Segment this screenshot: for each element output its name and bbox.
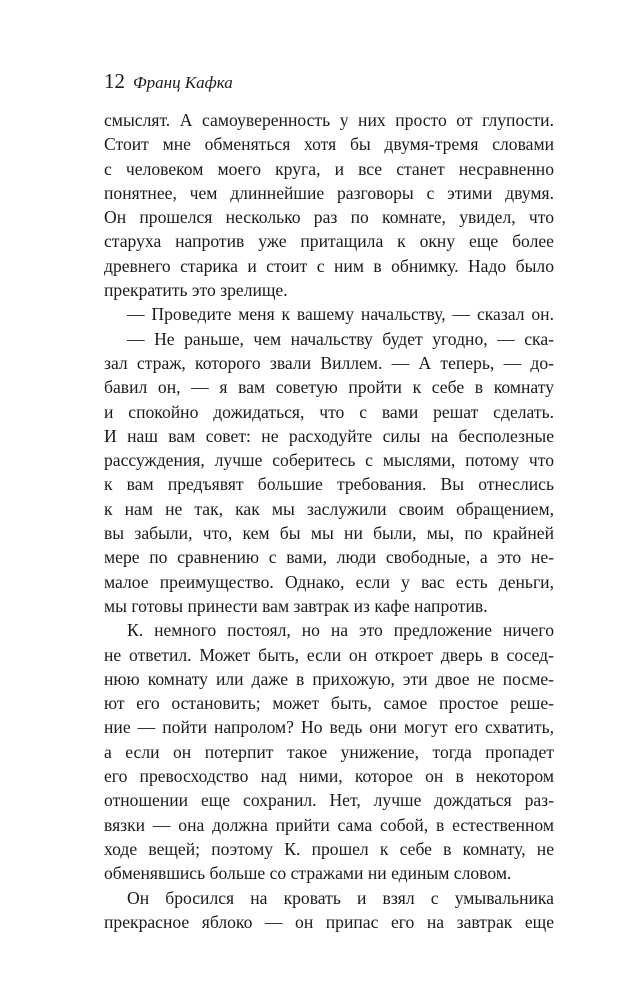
text-line: зал страж, которого звали Виллем. — А теперь, — до- [104,352,554,373]
text-line: прекрасное яблоко — он припас его на завтрак еще [104,911,554,932]
text-line: к нам не так, как мы заслужили своим обращением, [104,498,554,519]
text-line: древнего старика и стоит с ним в обнимку. Надо было [104,255,554,276]
text-line: К. немного постоял, но на это предложение ничего [127,620,554,641]
text-line: не ответил. Может быть, если он откроет дверь в сосед- [104,644,554,665]
text-line: вы забыли, что, кем бы мы ни были, мы, по крайней [104,523,554,544]
text-line: И наш вам совет: не расходуйте силы на бесполезные [104,425,554,446]
text-line: а если он потерпит такое унижение, тогда пропадет [104,741,554,762]
text-line: Он бросился на кровать и взял с умывальника [127,887,554,908]
body-text [104,108,554,934]
text-line: ходе вещей; поэтому К. прошел к себе в комнату, не [104,838,554,859]
text-line: с человеком моего круга, и все станет несравненно [104,158,554,179]
text-line: мере по сравнению с вами, люди свободные, а это не- [104,547,554,568]
text-line: и спокойно дожидаться, что с вами решат сделать. [104,401,554,422]
text-line: Он прошелся несколько раз по комнате, увидел, что [104,207,554,228]
text-line: ют его остановить; может быть, самое простое реше- [104,693,554,714]
text-line: понятнее, чем длиннейшие разговоры с этими двумя. [104,182,554,203]
book-page [104,66,554,934]
text-line: отношении еще сохранил. Нет, лучше дождаться раз- [104,790,554,811]
text-line: нюю комнату или даже в прихожую, эти двое не посме- [104,668,554,689]
text-line: — Не раньше, чем начальству будет угодно, — ска- [127,328,554,349]
text-line: рассуждения, лучше соберитесь с мыслями, потому что [104,450,554,471]
running-head-author: Франц Кафка [133,73,233,92]
text-line: вязки — она должна прийти сама собой, в естественном [104,814,554,835]
text-line: прекратить это зрелище. [104,280,288,301]
text-line: Стоит мне обменяться хотя бы двумя-тремя словами [104,134,554,155]
page-number: 12 [104,69,125,93]
text-line: старуха напротив уже притащила к окну еще более [104,231,554,252]
text-line: бавил он, — я вам советую пройти к себе в комнату [104,377,554,398]
text-line: обменявшись больше со стражами ни единым словом. [104,863,512,884]
text-line: малое преимущество. Однако, если у вас есть деньги, [104,571,554,592]
text-line: ние — пойти напролом? Но ведь они могут его схватить, [104,717,554,738]
text-line: мы готовы принести вам завтрак из кафе напротив. [104,595,488,616]
text-line: — Проведите меня к вашему начальству, — сказал он. [127,304,554,325]
text-line: смыслят. А самоуверенность у них просто от глупости. [104,110,554,130]
text-line: к вам предъявят большие требования. Вы отнеслись [104,474,554,495]
text-line: его превосходство над ними, которое он в некотором [104,766,554,787]
running-head [104,66,554,96]
